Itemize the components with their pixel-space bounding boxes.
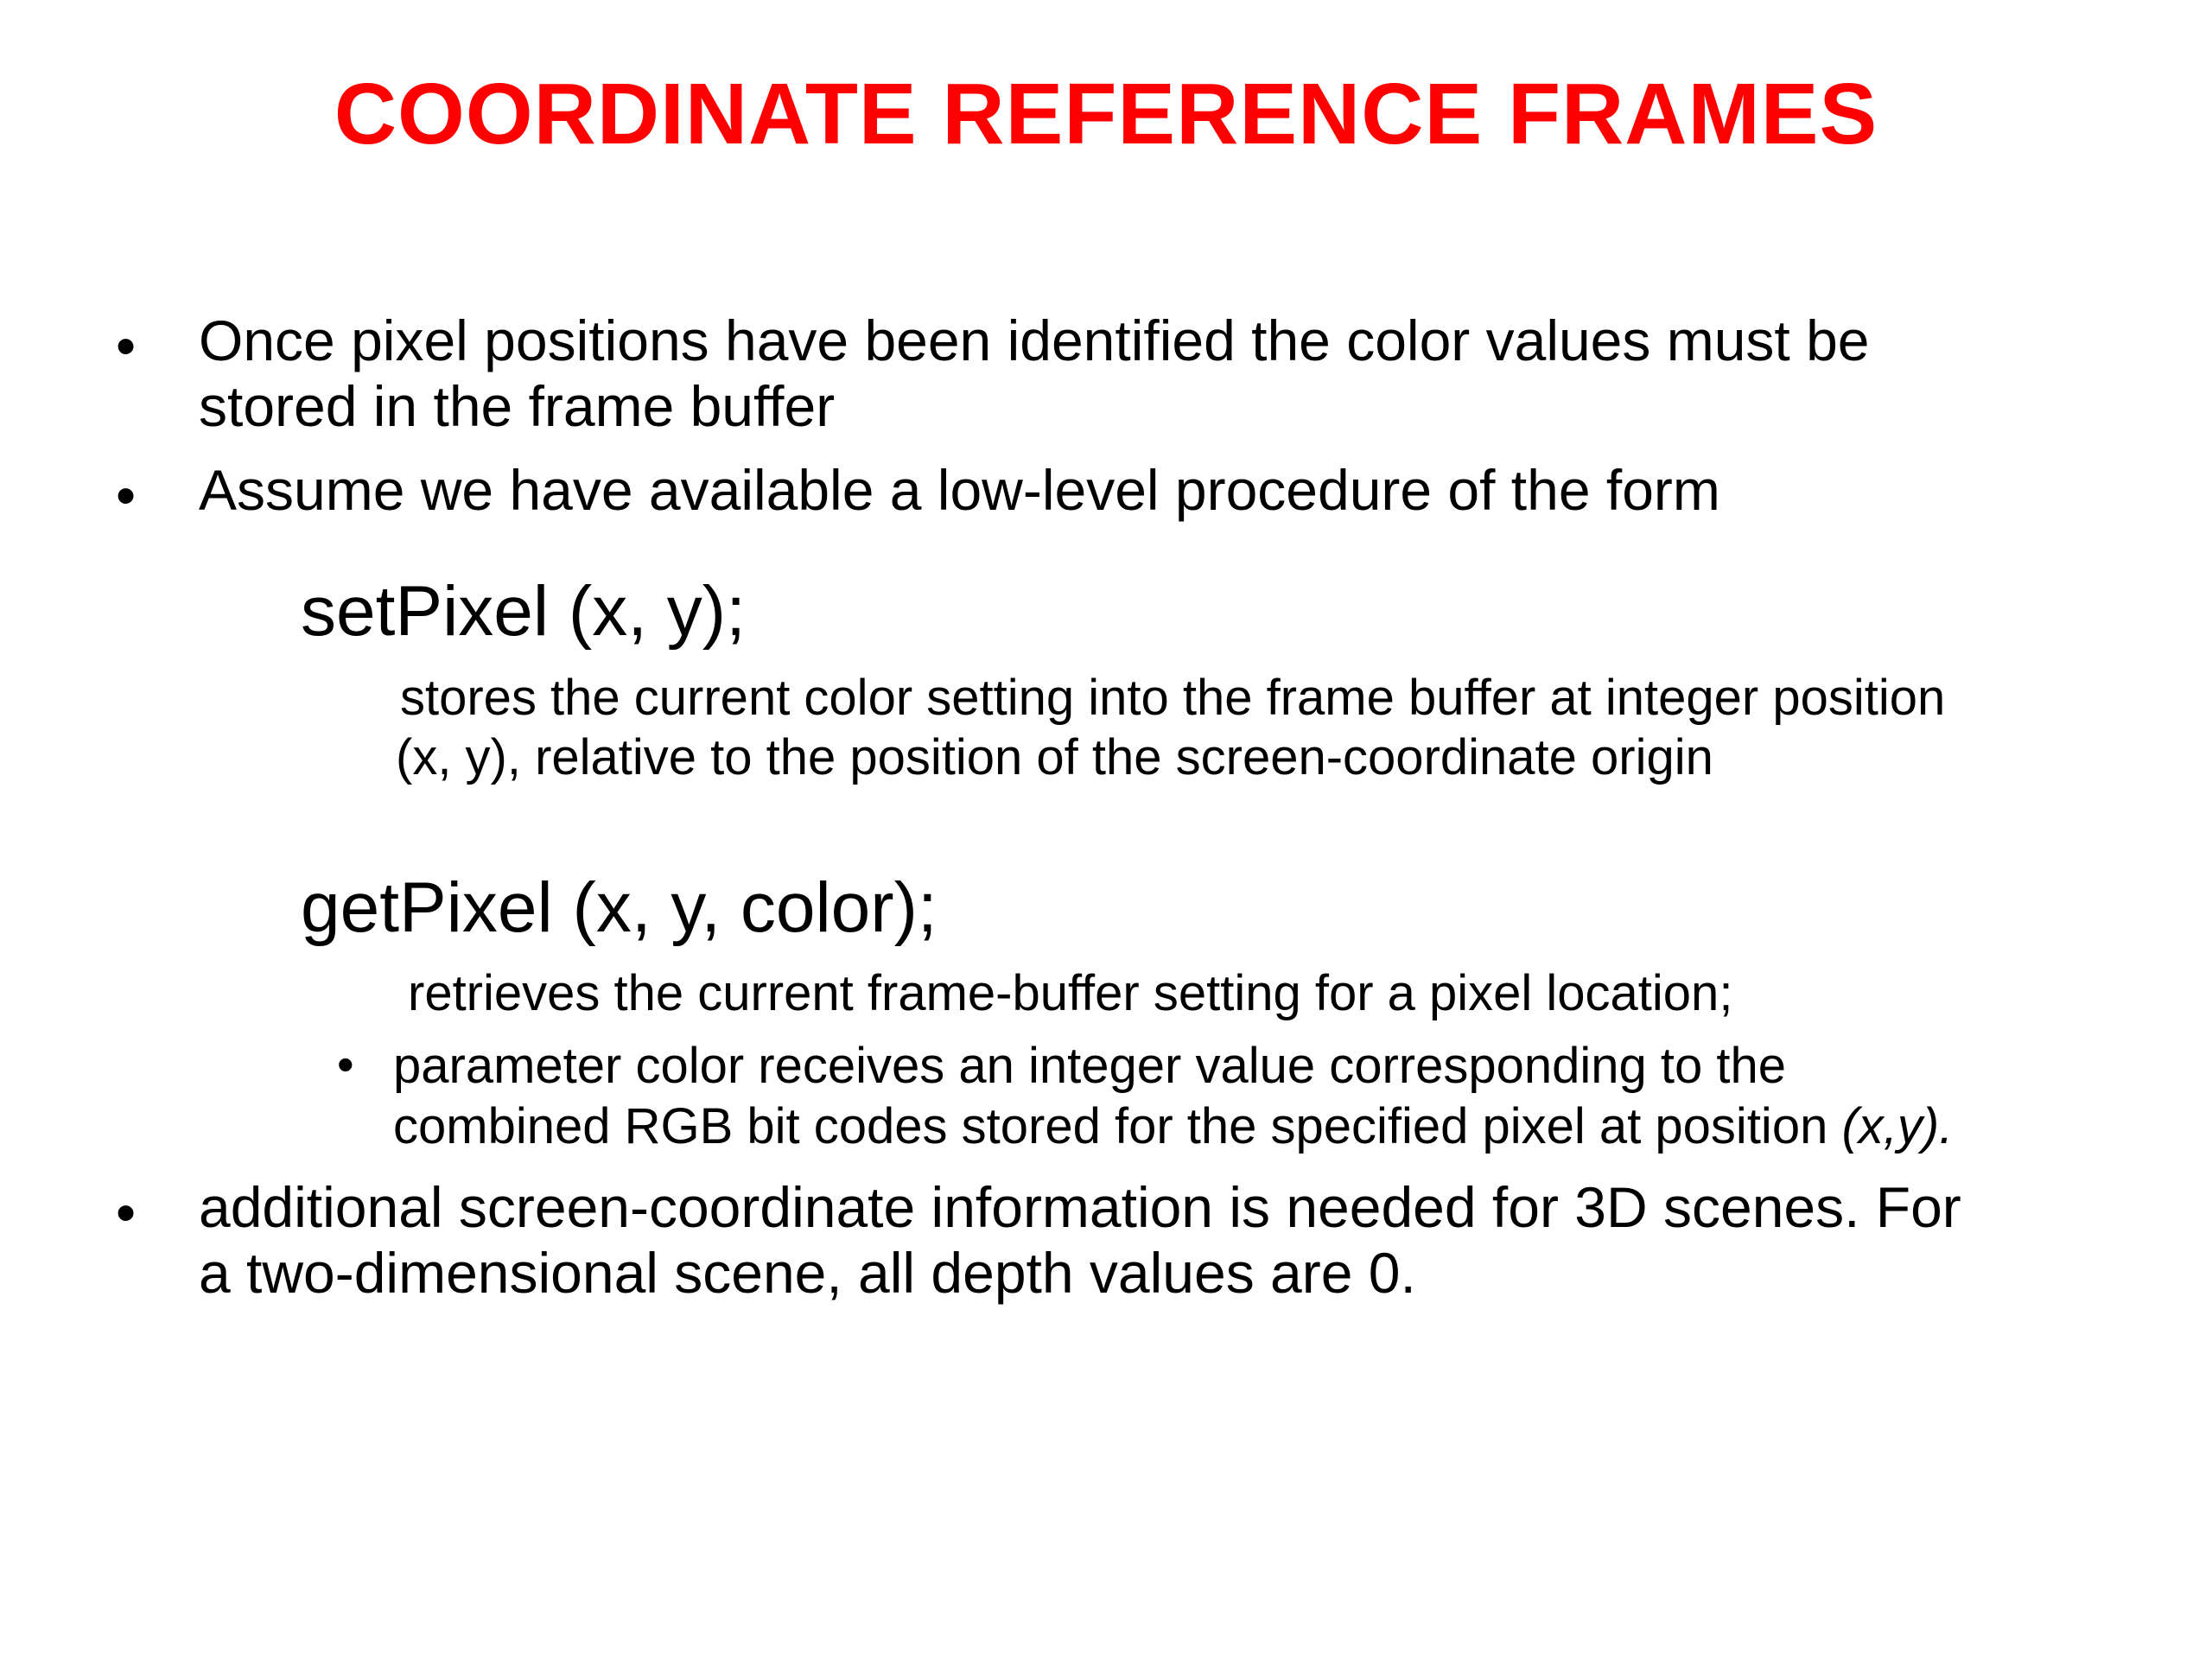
bullet-text-line: Once pixel positions have been identified the color values must be bbox=[199, 308, 1870, 372]
bullet-marker: • bbox=[116, 1180, 137, 1244]
bullet-text-line: stored in the frame buffer bbox=[199, 374, 836, 438]
bullet-marker: • bbox=[116, 314, 137, 378]
procedure-description-line: (x, y), relative to the position of the screen-coordinate origin bbox=[396, 729, 1713, 785]
procedure-signature: getPixel (x, y, color); bbox=[301, 868, 938, 947]
sub-bullet-text-italic: (x,y). bbox=[1841, 1098, 1954, 1154]
slide-title: COORDINATE REFERENCE FRAMES bbox=[334, 66, 1878, 162]
procedure-signature: setPixel (x, y); bbox=[301, 572, 746, 651]
sub-bullet-text-line bbox=[393, 1097, 1953, 1156]
sub-bullet-text-line: parameter color receives an integer value corresponding to the bbox=[393, 1038, 1787, 1094]
procedure-description-line: retrieves the current frame-buffer setting for a pixel location; bbox=[408, 965, 1733, 1021]
bullet-text-line: Assume we have available a low-level procedure of the form bbox=[199, 458, 1720, 522]
sub-bullet-marker: • bbox=[337, 1037, 354, 1091]
bullet-text-line: a two-dimensional scene, all depth values are 0. bbox=[199, 1241, 1416, 1305]
bullet-text-line: additional screen-coordinate information is needed for 3D scenes. For bbox=[199, 1175, 1961, 1239]
procedure-description-line: stores the current color setting into the frame buffer at integer position bbox=[400, 670, 1946, 726]
sub-bullet-text-plain: combined RGB bit codes stored for the specified pixel at position bbox=[393, 1098, 1842, 1154]
bullet-marker: • bbox=[116, 463, 137, 527]
